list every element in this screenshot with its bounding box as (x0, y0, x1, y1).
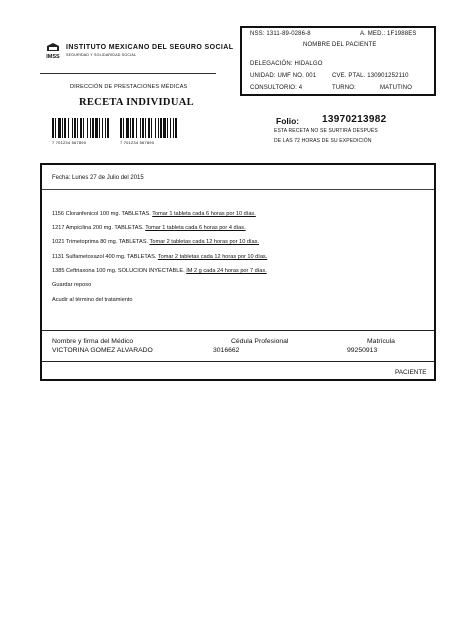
shift-value: MATUTINO (380, 85, 413, 91)
patient-name-label: NOMBRE DEL PACIENTE (303, 42, 377, 48)
signature-divider (42, 330, 434, 331)
cedula-label: Cédula Profesional (231, 338, 289, 345)
cve-ptal: CVE. PTAL. 130901252110 (332, 73, 409, 79)
institution-name: INSTITUTO MEXICANO DEL SEGURO SOCIAL (66, 44, 234, 51)
barcode-bar (80, 118, 82, 138)
document-title: RECETA INDIVIDUAL (79, 97, 194, 108)
delegation: DELEGACIÓN: HIDALGO (250, 61, 323, 67)
drug-name: 1217 Ampicilina 200 mg. TABLETAS. (52, 225, 144, 231)
imss-logo (44, 42, 62, 62)
barcode-bar (95, 118, 98, 138)
matricula-value: 99250913 (347, 347, 378, 354)
barcode-bar (160, 118, 162, 138)
institution-subtitle: SEGURIDAD Y SOLIDARIDAD SOCIAL (66, 53, 137, 57)
barcode-bar (74, 118, 76, 138)
barcode-bar (120, 118, 122, 138)
expiry-notice-1: ESTA RECETA NO SE SURTIRÁ DESPUÉS (274, 128, 378, 134)
barcode-bar (68, 118, 69, 138)
barcode-bar (92, 118, 94, 138)
barcode-bar (142, 118, 144, 138)
barcode-bar (105, 118, 106, 138)
cedula-value: 3016662 (213, 347, 240, 354)
dosage-instruction: Tomar 2 tabletas cada 12 horas por 10 días. (149, 239, 259, 245)
barcode-bar (83, 118, 84, 138)
prescription-item (52, 211, 256, 217)
barcode-bar (167, 118, 168, 138)
folio-label: Folio: (276, 116, 300, 126)
barcode-bar (151, 118, 152, 138)
barcode-bar (126, 118, 129, 138)
barcode-bar (123, 118, 124, 138)
direction-label: DIRECCIÓN DE PRESTACIONES MÉDICAS (70, 84, 188, 90)
barcode-bar (140, 118, 141, 138)
unit: UNIDAD: UMF NO. 001 (250, 73, 317, 79)
doctor-name-label: Nombre y firma del Médico (52, 338, 134, 345)
doctor-name: VICTORINA GOMEZ ALVARADO (52, 347, 153, 354)
header-divider (40, 73, 216, 74)
assigned-doctor: A. MED.: 1F1988ES (360, 31, 417, 37)
barcode-bar (99, 118, 100, 138)
copy-divider (42, 361, 434, 362)
barcode-bar (175, 118, 177, 138)
expiry-notice-2: DE LAS 72 HORAS DE SU EXPEDICIÓN (274, 138, 372, 144)
barcode-bar (58, 118, 61, 138)
barcode-bar (87, 118, 88, 138)
barcode-bar (145, 118, 146, 138)
dosage-instruction: Tomar 2 tabletas cada 12 horas por 10 días. (157, 254, 268, 260)
barcode-bar (136, 118, 137, 138)
barcode-bar (130, 118, 131, 138)
folio-number: 13970213982 (322, 114, 387, 125)
barcode-bar (77, 118, 78, 138)
barcode-bar (170, 118, 171, 138)
barcode-bar (72, 118, 73, 138)
barcode (52, 118, 112, 145)
prescription-date: Fecha: Lunes 27 de Julio del 2015 (52, 175, 144, 181)
barcode-number: 7 701234 567890 (120, 140, 155, 145)
dosage-instruction: IM 2 g cada 24 horas por 7 días. (186, 268, 267, 274)
barcode-bar (158, 118, 159, 138)
barcode-bar (163, 118, 166, 138)
date-divider (42, 189, 434, 190)
logo-text: IMSS (46, 54, 60, 60)
drug-name: 1021 Trimetoprima 80 mg. TABLETAS. (52, 239, 149, 245)
barcode-bar (132, 118, 134, 138)
consultorio: CONSULTORIO: 4 (250, 85, 303, 91)
copy-label: PACIENTE (395, 369, 427, 376)
matricula-label: Matrícula (367, 338, 395, 345)
barcode-bar (107, 118, 109, 138)
barcode-bar (155, 118, 156, 138)
barcode-bar (173, 118, 174, 138)
barcode-number: 7 701234 567890 (52, 140, 87, 145)
nss: NSS: 1311-89-0286-8 (250, 31, 311, 37)
prescription-note: Guardar reposo (52, 282, 92, 288)
barcode-bar (55, 118, 56, 138)
prescription-note: Acudir al término del tratamiento (52, 297, 133, 303)
shift-label: TURNO: (332, 85, 356, 91)
drug-name: 1131 Sulfametoxazol 400 mg. TABLETAS. (52, 254, 157, 260)
drug-name: 1385 Ceftriaxona 100 mg. SOLUCION INYECTABLE. (52, 268, 185, 274)
barcode-bar (52, 118, 54, 138)
prescription-item (52, 239, 259, 245)
barcode-bar (102, 118, 103, 138)
barcode-bar (90, 118, 91, 138)
barcode-bar (64, 118, 66, 138)
prescription-box (40, 163, 436, 381)
barcode-bar (148, 118, 150, 138)
prescription-item (52, 254, 267, 260)
barcode (120, 118, 180, 145)
dosage-instruction: Tomar 1 tableta cada 6 horas por 10 días. (152, 211, 256, 217)
prescription-item (52, 268, 267, 274)
drug-name: 1156 Cloranfenicol 100 mg. TABLETAS. (52, 211, 151, 217)
barcode-bar (62, 118, 63, 138)
prescription-item (52, 225, 246, 231)
dosage-instruction: Tomar 1 tableta cada 6 horas por 4 días. (145, 225, 246, 231)
